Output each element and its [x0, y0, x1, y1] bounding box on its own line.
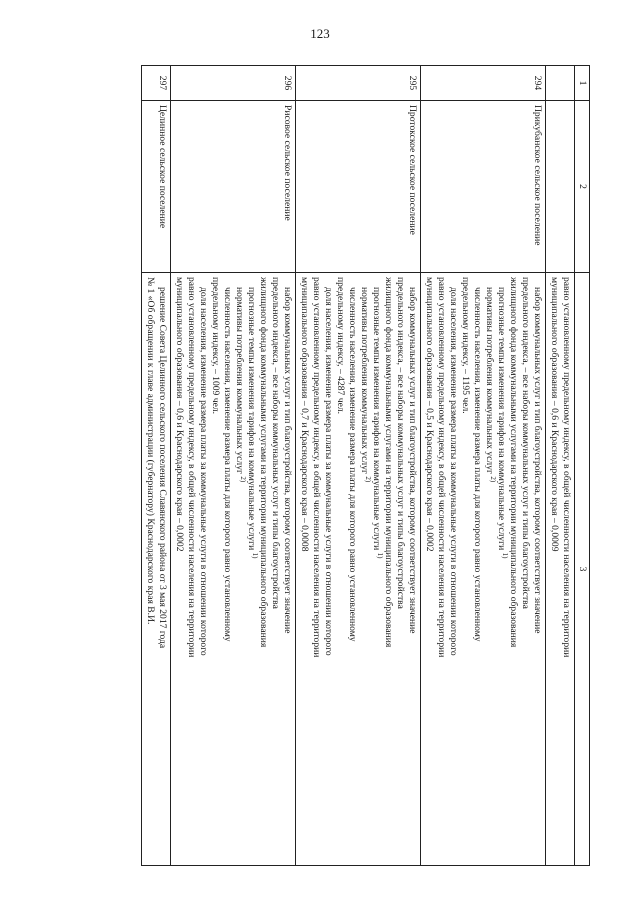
row-number: 297 — [142, 66, 171, 101]
row-number: 294 — [421, 66, 546, 101]
text-line: равно установленному предельному индексу, в общей численности населения на территории — [436, 277, 447, 658]
data-table — [141, 65, 590, 866]
text-line: численность населения, изменение размера платы для которого равно установленному — [347, 287, 358, 642]
row-number: 295 — [296, 66, 421, 101]
text-line: жилищного фонда коммунальными услугами на территории муниципального образования — [258, 277, 269, 648]
footnote-marker: 1) — [251, 552, 260, 559]
text-line: набор коммунальных услуг и тип благоустройства, которому соответствует значение — [532, 287, 543, 634]
text-line: предельного индекса, – все наборы коммунальных услуг и типы благоустройства — [270, 277, 281, 609]
row-details-cell — [296, 273, 421, 866]
text-line: муниципального образования – 0,5 и Краснодарского края – 0,0002 — [424, 277, 435, 552]
table-row-continuation — [546, 66, 575, 866]
text-line: предельного индекса, – все наборы коммунальных услуг и типы благоустройства — [395, 277, 406, 609]
row-details-cell — [142, 273, 171, 866]
footnote-marker: 2) — [489, 476, 498, 483]
row-number: 296 — [171, 66, 296, 101]
footnote-marker: 2) — [239, 476, 248, 483]
table-row — [142, 66, 171, 866]
settlement-name: Целинное сельское поселение — [142, 101, 171, 273]
row-number-cell — [546, 66, 575, 101]
text-line — [483, 277, 498, 861]
header-col-2: 2 — [575, 101, 590, 273]
text-line: муниципального образования – 0,7 и Краснодарского края – 0,0008 — [299, 277, 310, 552]
table-row — [296, 66, 421, 866]
text-line: равно установленному предельному индексу, в общей численности населения на территории — [561, 277, 572, 658]
text-line: доля населения, изменение размера платы за коммунальные услуги в отношении которого — [323, 287, 334, 656]
row-details-cell — [421, 273, 546, 866]
text-line: доля населения, изменение размера платы за коммунальные услуги в отношении которого — [448, 287, 459, 656]
text-line: жилищного фонда коммунальными услугами на территории муниципального образования — [383, 277, 394, 648]
row-details-cell — [171, 273, 296, 866]
text-line: предельному индексу, – 4287 чел. — [335, 277, 346, 415]
text-line-content: прогнозные темпы изменения тарифов на коммунальные услуги — [496, 287, 507, 551]
footnote-marker: 1) — [376, 552, 385, 559]
text-line: жилищного фонда коммунальными услугами на территории муниципального образования — [508, 277, 519, 648]
text-line: предельного индекса, – все наборы коммунальных услуг и типы благоустройства — [520, 277, 531, 609]
text-line: решение Совета Целинного сельского поселения Славянского района от 3 мая 2017 года — [157, 287, 168, 649]
settlement-name: Прикубанское сельское поселение — [421, 101, 546, 273]
footnote-marker: 1) — [501, 552, 510, 559]
text-line — [495, 277, 510, 861]
settlement-name: Протокское сельское поселение — [296, 101, 421, 273]
text-line: набор коммунальных услуг и тип благоустройства, которому соответствует значение — [282, 287, 293, 634]
settlement-name: Рисовое сельское поселение — [171, 101, 296, 273]
settlement-name-cell — [546, 101, 575, 273]
text-line-content: прогнозные темпы изменения тарифов на коммунальные услуги — [371, 287, 382, 551]
table-row — [421, 66, 546, 866]
page-number: 123 — [310, 26, 330, 41]
header-col-1: 1 — [575, 66, 590, 101]
text-line: равно установленному предельному индексу, в общей численности населения на территории — [186, 277, 197, 658]
table-row — [171, 66, 296, 866]
text-line: предельному индексу, – 1195 чел. — [460, 277, 471, 414]
text-line: доля населения, изменение размера платы за коммунальные услуги в отношении которого — [198, 287, 209, 656]
text-line: предельному индексу, – 1009 чел. — [210, 277, 221, 415]
text-line: набор коммунальных услуг и тип благоустройства, которому соответствует значение — [407, 287, 418, 634]
text-line-content: нормативы потребления коммунальных услуг — [359, 287, 370, 474]
text-line: численность населения, изменение размера платы для которого равно установленному — [222, 287, 233, 642]
text-line: муниципального образования – 0,6 и Краснодарского края – 0,0009 — [549, 277, 560, 552]
footnote-marker: 2) — [364, 476, 373, 483]
text-line: № 1 «Об обращении к главе администрации (губернатору) Краснодарского края В.И. — [145, 277, 156, 625]
text-line-content: нормативы потребления коммунальных услуг — [234, 287, 245, 474]
text-line: численность населения, изменение размера платы для которого равно установленному — [472, 287, 483, 642]
text-line — [245, 277, 260, 861]
rotated-table-wrapper — [80, 65, 590, 865]
text-line — [233, 277, 248, 861]
table-header-row — [575, 66, 590, 866]
text-line: муниципального образования – 0,6 и Краснодарского края – 0,0002 — [174, 277, 185, 552]
text-line: равно установленному предельному индексу, в общей численности населения на территории — [311, 277, 322, 658]
header-col-3: 3 — [575, 273, 590, 866]
text-line-content: нормативы потребления коммунальных услуг — [484, 287, 495, 474]
text-line — [358, 277, 373, 861]
row-details-cell — [546, 273, 575, 866]
text-line-content: прогнозные темпы изменения тарифов на коммунальные услуги — [246, 287, 257, 551]
text-line — [370, 277, 385, 861]
